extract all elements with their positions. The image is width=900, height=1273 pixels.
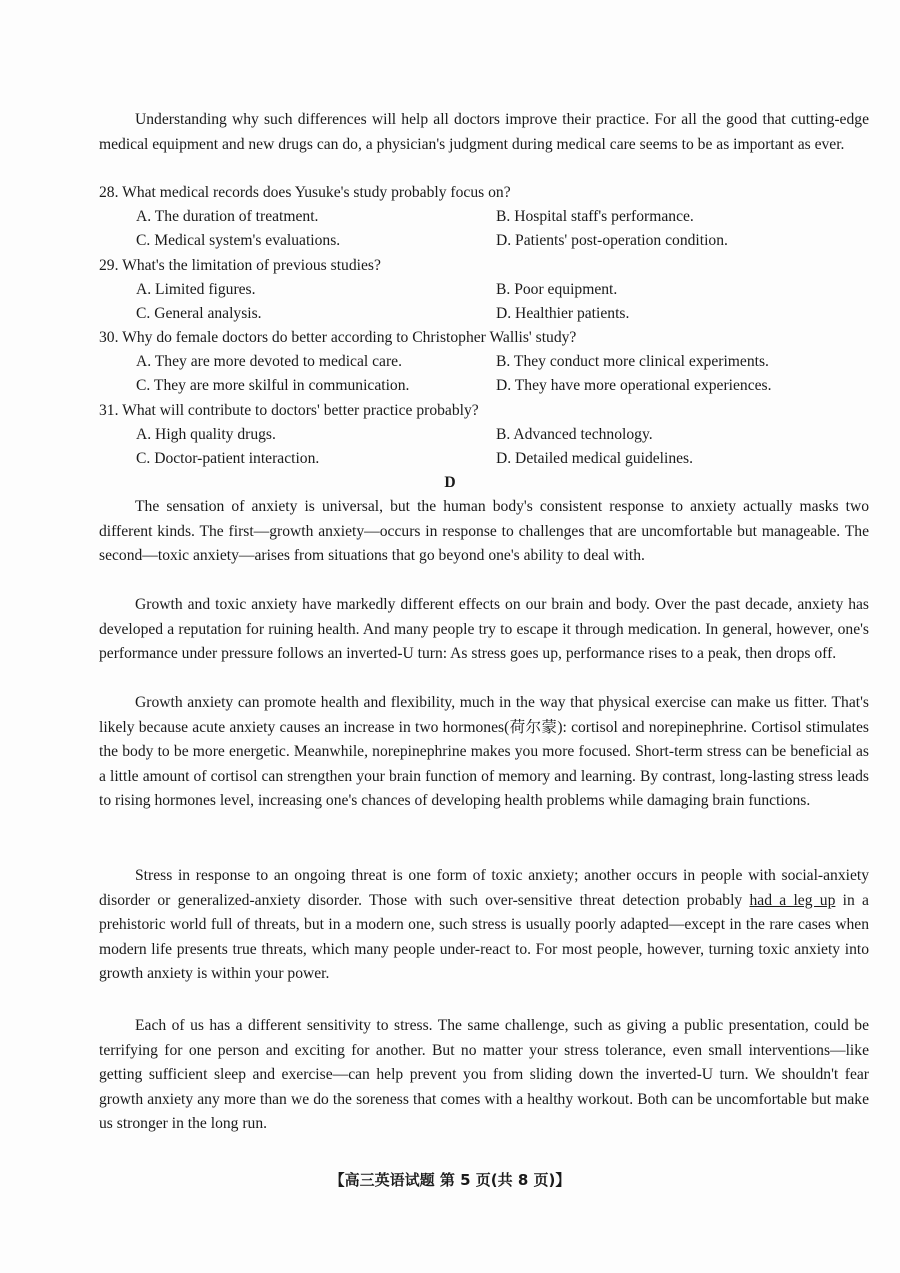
question-31: 31. What will contribute to doctors' better practice probably? <box>99 402 479 419</box>
paragraph-4-text-after: in a prehistoric world full of threats, but in a modern one, such stress is usually poorly adapted—except in the rare cases when modern life presents true threats, which many people under-react to. For most people, however, turning toxic anxiety into growth anxiety is within your power. <box>99 891 869 983</box>
q28-option-d: D. Patients' post-operation condition. <box>496 232 728 249</box>
section-d-paragraph-2: Growth and toxic anxiety have markedly different effects on our brain and body. Over the past decade, anxiety has developed a reputation for ruining health. And many people try to escape it through medication. In general, however, one's performance under pressure follows an inverted-U turn: As stress goes up, performance rises to a peak, then drops off. <box>99 596 869 663</box>
q28-option-b: B. Hospital staff's performance. <box>496 208 694 225</box>
underlined-phrase: had a leg up <box>749 891 836 909</box>
section-d-heading: D <box>444 474 456 491</box>
q30-option-a: A. They are more devoted to medical care. <box>136 353 402 370</box>
q30-option-d: D. They have more operational experiences. <box>496 377 772 394</box>
q31-option-d: D. Detailed medical guidelines. <box>496 450 694 467</box>
q29-option-c: C. General analysis. <box>136 305 262 322</box>
paragraph-4-text-before: Stress in response to an ongoing threat is one form of toxic anxiety; another occurs in people with social-anxiety disorder or generalized-anxiety disorder. Those with such over-sensitive threat detection probably <box>99 867 869 909</box>
question-28: 28. What medical records does Yusuke's study probably focus on? <box>99 184 511 201</box>
section-d-paragraph-1: The sensation of anxiety is universal, but the human body's consistent response to anxiety actually masks two different kinds. The first—growth anxiety—occurs in response to challenges that are uncomfortable but manageable. The second—toxic anxiety—arises from situations that go beyond one's ability to deal with. <box>99 498 869 565</box>
q31-option-c: C. Doctor-patient interaction. <box>136 450 320 467</box>
passage-c-closing-paragraph: Understanding why such differences will help all doctors improve their practice. For all the good that cutting-edge medical equipment and new drugs can do, a physician's judgment during medical care seems to be as important as ever. <box>99 111 869 153</box>
q30-option-b: B. They conduct more clinical experiments. <box>496 353 769 370</box>
page-footer: 【高三英语试题 第 5 页(共 8 页)】 <box>329 1171 571 1189</box>
q28-option-a: A. The duration of treatment. <box>136 208 319 225</box>
q31-option-b: B. Advanced technology. <box>496 426 653 443</box>
q28-option-c: C. Medical system's evaluations. <box>136 232 341 249</box>
section-d-paragraph-3: Growth anxiety can promote health and flexibility, much in the way that physical exercise can make us fitter. That's likely because acute anxiety causes an increase in two hormones(荷尔蒙): cortisol and norepinephrine. Cortisol stimulates the body to be more energetic. Meanwhile, norepinephrine makes you more focused. Short-term stress can be beneficial as a little amount of cortisol can strengthen your brain function of memory and learning. By contrast, long-lasting stress leads to rising hormones level, increasing one's chances of developing health problems while damaging brain functions. <box>99 694 869 810</box>
question-30: 30. Why do female doctors do better according to Christopher Wallis' study? <box>99 329 577 346</box>
q29-option-d: D. Healthier patients. <box>496 305 630 322</box>
section-d-paragraph-4 <box>99 864 869 987</box>
section-d-paragraph-5: Each of us has a different sensitivity to stress. The same challenge, such as giving a public presentation, could be terrifying for one person and exciting for another. But no matter your stress tolerance, even small interventions—like getting sufficient sleep and exercise—can help prevent you from sliding down the inverted-U turn. We shouldn't fear growth anxiety any more than we do the soreness that comes with a healthy workout. Both can be uncomfortable but make us stronger in the long run. <box>99 1017 869 1133</box>
q29-option-a: A. Limited figures. <box>136 281 256 298</box>
q31-option-a: A. High quality drugs. <box>136 426 276 443</box>
q29-option-b: B. Poor equipment. <box>496 281 618 298</box>
question-29: 29. What's the limitation of previous studies? <box>99 257 381 274</box>
q30-option-c: C. They are more skilful in communication. <box>136 377 410 394</box>
